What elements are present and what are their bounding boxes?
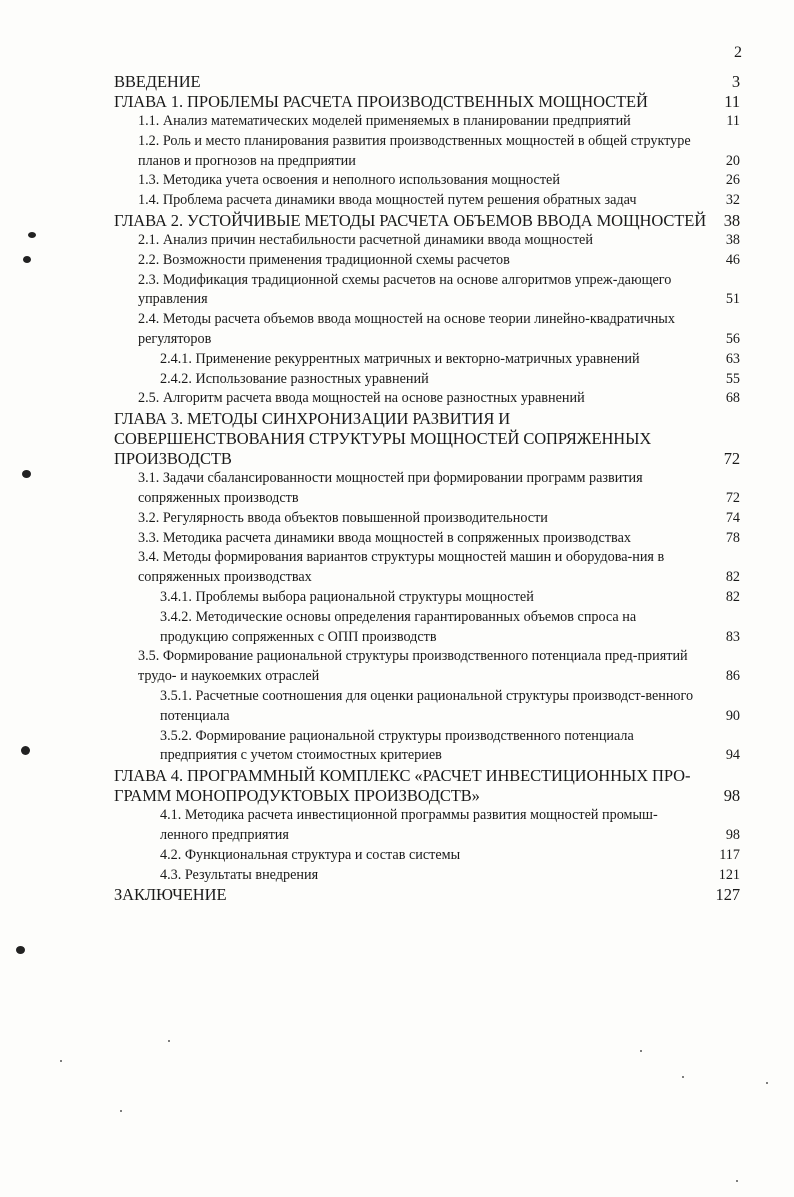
toc-entry (108, 529, 740, 549)
scan-mark (16, 946, 25, 954)
toc-entry-page: 51 (725, 291, 740, 308)
toc-entry-title: 3.3. Методика расчета динамики ввода мощностей в сопряженных производствах (138, 529, 631, 546)
toc-entry-page: 90 (725, 707, 740, 724)
toc-entry-page: 74 (725, 509, 740, 526)
toc-entry (108, 687, 740, 727)
scan-speck (736, 1180, 738, 1182)
toc-entry-page: 78 (725, 529, 740, 546)
toc-entry-title: 1.1. Анализ математических моделей применяемых в планировании предприятий (138, 113, 631, 129)
toc-entry (108, 866, 740, 886)
toc-entry-page: 55 (725, 370, 740, 387)
toc-entry-page: 117 (719, 846, 740, 863)
toc-entry-page: 63 (725, 350, 740, 367)
toc-entry-page: 11 (724, 92, 740, 111)
toc-entry-title: 4.3. Результаты внедрения (160, 866, 319, 883)
toc-entry-page: 121 (718, 866, 740, 883)
toc-entry (108, 389, 740, 409)
toc-entry-title: 3.2. Регулярность ввода объектов повышенной производительности (138, 509, 548, 526)
toc-entry-title: 3.4. Методы формирования вариантов структуры мощностей машин и оборудова-ния в сопряженных производствах (138, 549, 665, 586)
toc-entry (108, 588, 740, 608)
toc-entry (108, 92, 740, 112)
toc-entry (108, 806, 740, 846)
toc-entry (108, 112, 740, 132)
toc-entry-title: 1.2. Роль и место планирования развития производственных мощностей в общей структуре планов и прогнозов на предприятии (138, 132, 691, 169)
toc-entry (108, 469, 740, 509)
toc-entry-page: 82 (725, 569, 740, 586)
toc-entry-page: 68 (725, 390, 740, 407)
page-number: 2 (734, 44, 742, 61)
scan-mark (21, 746, 30, 755)
toc-entry (108, 132, 740, 172)
toc-entry-title: 3.4.1. Проблемы выбора рациональной структуры мощностей (160, 588, 534, 605)
scan-speck (168, 1040, 170, 1042)
toc-entry-page: 72 (725, 489, 740, 506)
toc-entry (108, 310, 740, 350)
toc-entry (108, 548, 740, 588)
toc-entry (108, 271, 740, 311)
toc-entry-title: ГЛАВА 2. УСТОЙЧИВЫЕ МЕТОДЫ РАСЧЕТА ОБЪЕМОВ ВВОДА МОЩНОСТЕЙ (114, 210, 707, 230)
toc-entry-page: 32 (725, 192, 740, 209)
toc-entry (108, 409, 740, 469)
toc-entry (108, 370, 740, 390)
toc-entry-title: 4.2. Функциональная структура и состав системы (160, 846, 461, 863)
toc-entry-title: 3.5. Формирование рациональной структуры производственного потенциала пред-приятий трудо- и наукоемких отраслей (138, 648, 688, 685)
toc-entry (108, 885, 740, 905)
toc-entry-title: 2.2. Возможности применения традиционной схемы расчетов (138, 251, 510, 268)
toc-entry-title: 3.5.2. Формирование рациональной структуры производственного потенциала предприятия с учетом стоимостных критериев (160, 727, 634, 764)
table-of-contents (108, 72, 740, 905)
toc-entry-title: 3.5.1. Расчетные соотношения для оценки рациональной структуры производст-венного потенциала (160, 687, 694, 724)
toc-entry-title: 4.1. Методика расчета инвестиционной программы развития мощностей промыш-ленного предприятия (160, 807, 658, 843)
scan-speck (682, 1076, 684, 1078)
toc-entry-page: 98 (725, 826, 740, 843)
toc-entry-page: 72 (723, 449, 740, 469)
toc-entry-page: 38 (723, 210, 740, 230)
toc-entry-page: 127 (715, 885, 740, 905)
scan-speck (120, 1110, 122, 1112)
toc-entry-title: ЗАКЛЮЧЕНИЕ (114, 885, 227, 905)
toc-entry-title: 1.3. Методика учета освоения и неполного использования мощностей (138, 172, 560, 189)
toc-entry (108, 231, 740, 251)
scan-speck (640, 1050, 642, 1052)
toc-entry-title: 3.4.2. Методические основы определения гарантированных объемов спроса на продукцию сопряженных с ОПП производств (160, 608, 637, 645)
toc-entry-title: 2.4. Методы расчета объемов ввода мощностей на основе теории линейно-квадратичных регуляторов (138, 311, 675, 347)
scan-mark (28, 232, 36, 238)
toc-entry-title: ГЛАВА 4. ПРОГРАММНЫЙ КОМПЛЕКС «РАСЧЕТ ИНВЕСТИЦИОННЫХ ПРО-ГРАММ МОНОПРОДУКТОВЫХ ПРОИЗВОДСТВ» (114, 766, 691, 806)
toc-entry-title: 2.4.2. Использование разностных уравнений (160, 370, 429, 387)
toc-entry (108, 251, 740, 271)
toc-entry-title: 2.4.1. Применение рекуррентных матричных и векторно-матричных уравнений (160, 350, 640, 367)
toc-entry (108, 766, 740, 806)
toc-entry (108, 72, 740, 92)
toc-entry-page: 83 (725, 628, 740, 645)
toc-entry-page: 20 (725, 152, 740, 169)
toc-entry (108, 350, 740, 370)
toc-entry-title: 3.1. Задачи сбалансированности мощностей при формировании программ развития сопряженных производств (138, 470, 643, 506)
toc-entry (108, 191, 740, 211)
toc-entry-page: 86 (725, 668, 740, 685)
toc-entry-page: 3 (731, 72, 740, 91)
scan-speck (60, 1060, 62, 1062)
scan-mark (23, 256, 31, 263)
toc-entry (108, 727, 740, 767)
toc-entry-page: 11 (726, 113, 740, 129)
toc-entry (108, 608, 740, 648)
toc-entry (108, 647, 740, 687)
toc-entry-page: 26 (725, 172, 740, 189)
toc-entry-page: 94 (725, 747, 740, 764)
toc-entry-page: 46 (725, 251, 740, 268)
toc-entry-title: 1.4. Проблема расчета динамики ввода мощностей путем решения обратных задач (138, 192, 637, 209)
toc-entry-title: ГЛАВА 1. ПРОБЛЕМЫ РАСЧЕТА ПРОИЗВОДСТВЕННЫХ МОЩНОСТЕЙ (114, 92, 648, 111)
toc-entry (108, 211, 740, 231)
toc-entry-title: 2.1. Анализ причин нестабильности расчетной динамики ввода мощностей (138, 231, 593, 248)
toc-entry-page: 38 (725, 231, 740, 248)
toc-entry-title: ВВЕДЕНИЕ (114, 72, 201, 91)
toc-entry-title: 2.5. Алгоритм расчета ввода мощностей на основе разностных уравнений (138, 390, 585, 407)
scan-mark (22, 470, 31, 478)
toc-entry-title: 2.3. Модификация традиционной схемы расчетов на основе алгоритмов упреж-дающего управления (138, 271, 672, 308)
toc-entry (108, 846, 740, 866)
toc-entry-page: 56 (725, 330, 740, 347)
toc-entry (108, 509, 740, 529)
toc-entry-page: 82 (725, 588, 740, 605)
scan-speck (766, 1082, 768, 1084)
toc-entry-title: ГЛАВА 3. МЕТОДЫ СИНХРОНИЗАЦИИ РАЗВИТИЯ И СОВЕРШЕНСТВОВАНИЯ СТРУКТУРЫ МОЩНОСТЕЙ СОПРЯЖЕННЫХ ПРОИЗВОДСТВ (114, 409, 652, 469)
toc-entry-page: 98 (723, 786, 740, 806)
toc-entry (108, 171, 740, 191)
